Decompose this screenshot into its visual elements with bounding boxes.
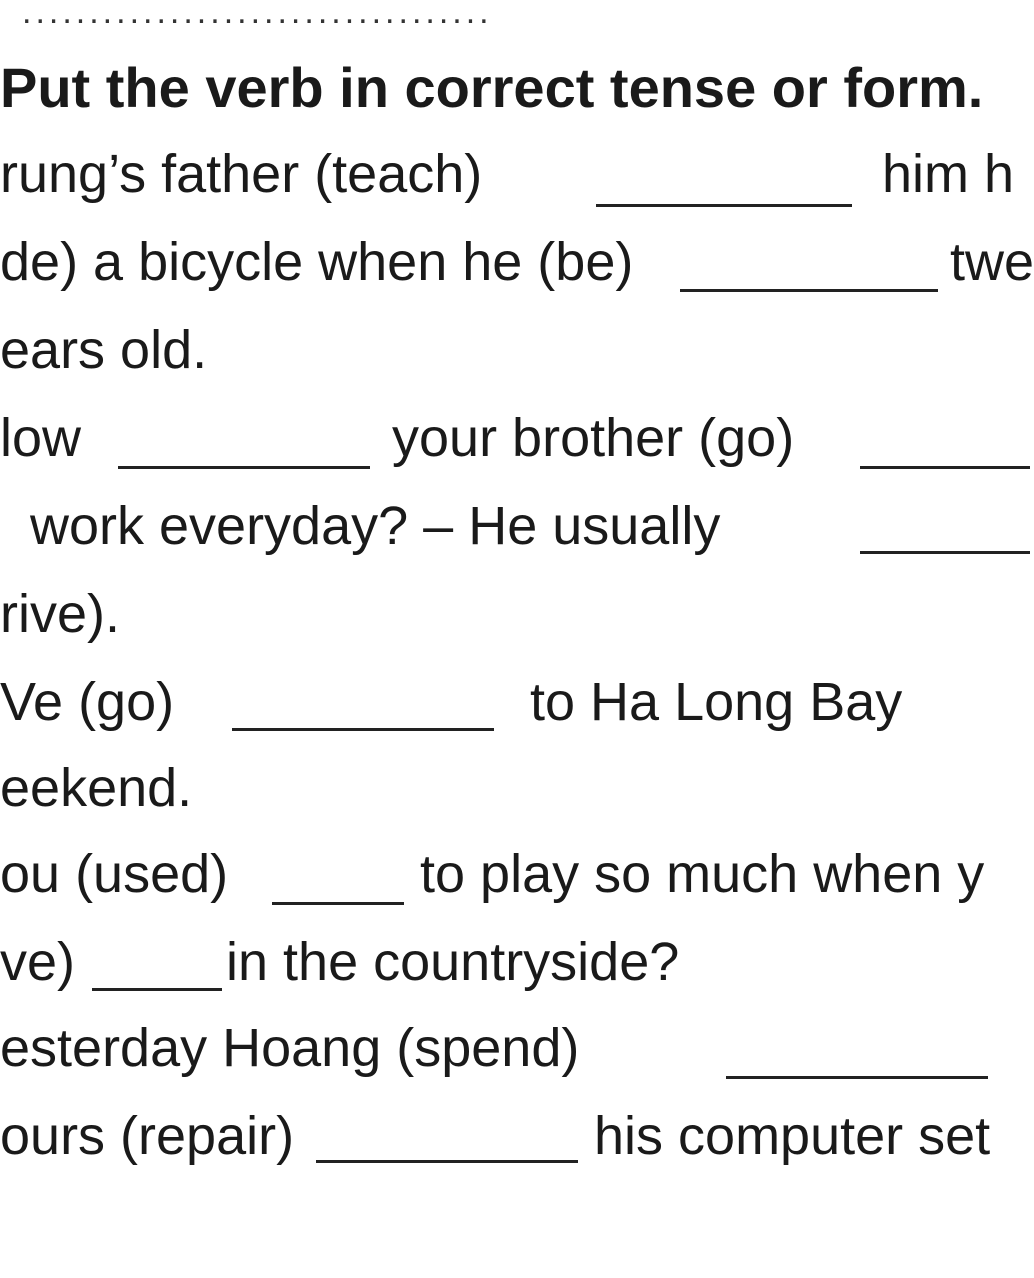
answer-blank[interactable] (596, 204, 852, 207)
sentence-line-2a: low (0, 408, 82, 468)
answer-blank[interactable] (118, 466, 370, 469)
exercise-heading: Put the verb in correct tense or form. (0, 56, 984, 119)
sentence-line-5a: esterday Hoang (spend) (0, 1018, 580, 1078)
sentence-line-2b: work everyday? – He usually (30, 496, 721, 556)
answer-blank[interactable] (726, 1076, 988, 1079)
answer-blank[interactable] (232, 728, 494, 731)
sentence-line-2c: rive). (0, 584, 120, 644)
answer-blank[interactable] (860, 551, 1030, 554)
answer-blank[interactable] (860, 466, 1030, 469)
sentence-line-3a-after: to Ha Long Bay (530, 672, 903, 732)
sentence-line-2a-after: your brother (go) (392, 408, 795, 468)
dotted-separator: ................................... (22, 0, 493, 31)
sentence-line-4b: ve) (0, 932, 76, 992)
sentence-line-5b-after: his computer set (594, 1106, 991, 1166)
answer-blank[interactable] (92, 988, 222, 991)
sentence-line-5b: ours (repair) (0, 1106, 295, 1166)
answer-blank[interactable] (316, 1160, 578, 1163)
sentence-line-4a-after: to play so much when y (420, 844, 985, 904)
sentence-line-3a: Ve (go) (0, 672, 175, 732)
sentence-line-1b: de) a bicycle when he (be) (0, 232, 634, 292)
sentence-line-3b: eekend. (0, 758, 193, 818)
sentence-line-1c: ears old. (0, 320, 208, 380)
answer-blank[interactable] (680, 289, 938, 292)
sentence-line-1a: rung’s father (teach) (0, 144, 483, 204)
sentence-line-4b-after: in the countryside? (226, 932, 680, 992)
answer-blank[interactable] (272, 902, 404, 905)
sentence-line-1a-after: him h (882, 144, 1015, 204)
sentence-line-1b-after: twe (950, 232, 1034, 292)
sentence-line-4a: ou (used) (0, 844, 229, 904)
